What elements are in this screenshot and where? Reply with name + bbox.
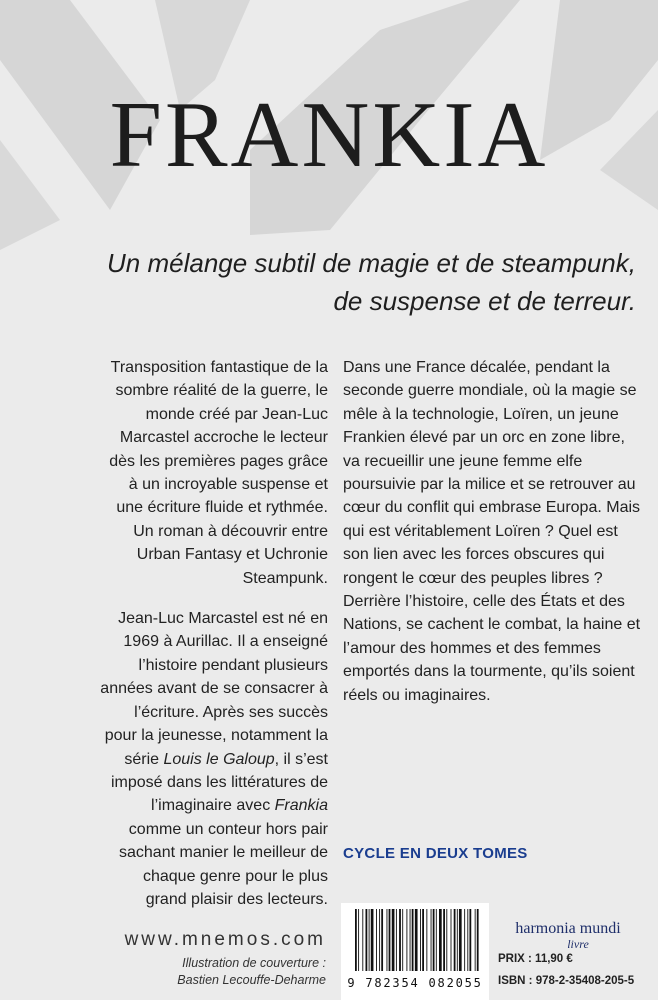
- tagline: [107, 244, 636, 320]
- publisher-name: harmonia mundi: [515, 920, 621, 937]
- price-isbn-block: [498, 948, 648, 992]
- blurb-left-paragraph-1: Transposition fantastique de la sombre réalité de la guerre, le monde créé par Jean-Luc Marcastel accroche le lecteur dès les premières pages grâce à un incroyable suspense et une écriture fluide et rythmée. Un roman à découvrir entre Urban Fantasy et Uchronie Steampunk.: [109, 359, 328, 587]
- bio-text-1: Jean-Luc Marcastel est né en 1969 à Aurillac. Il a enseigné l’histoire pendant plusieurs années avant de se consacrer à l’écriture. Après ses succès pour la jeunesse, notamment la série: [100, 610, 328, 768]
- author-bio-paragraph: [100, 607, 328, 911]
- publisher-sub: livre: [567, 937, 589, 951]
- book-title-ref: Frankia: [274, 797, 328, 815]
- illustration-credit: [120, 955, 326, 989]
- isbn: ISBN : 978-2-35408-205-5: [498, 975, 635, 987]
- illustrator-name: Bastien Lecouffe-Deharme: [177, 973, 326, 987]
- price: PRIX : 11,90 €: [498, 953, 573, 965]
- tagline-line-1: Un mélange subtil de magie et de steampunk,: [107, 248, 636, 278]
- barcode: [341, 903, 489, 1000]
- illustration-label: Illustration de couverture :: [182, 956, 326, 970]
- barcode-bars: [341, 903, 489, 975]
- cycle-label: CYCLE EN DEUX TOMES: [343, 845, 528, 862]
- bio-text-3: comme un conteur hors pair sachant manier le meilleur de chaque genre pour le plus grand plaisir des lecteurs.: [119, 820, 328, 908]
- barcode-number: 9 782354 082055: [347, 976, 483, 990]
- publisher-logo: [498, 908, 638, 951]
- blurb-right-column: [343, 356, 643, 707]
- bio-text-2: , il s’est imposé dans les littératures de l’imaginaire avec: [111, 750, 328, 815]
- publisher-website: www.mnemos.com: [124, 929, 326, 950]
- series-title: Louis le Galoup: [163, 750, 275, 768]
- tagline-line-2: de suspense et de terreur.: [333, 286, 636, 316]
- book-title: FRANKIA: [109, 83, 549, 187]
- synopsis-paragraph: Dans une France décalée, pendant la seconde guerre mondiale, où la magie se mêle à la technologie, Loïren, un jeune Frankien élevé par un orc en zone libre, va recueillir une jeune femme elfe poursuivie par la milice et se retrouver au cœur du conflit qui embrase Europa. Mais qui est véritablement Loïren ? Quel est son lien avec les forces obscures qui rongent le cœur des peuples libres ? Derrière l’histoire, celle des États et des Nations, se cachent le combat, la haine et l’amour des hommes et des femmes emportés dans la tourmente, qu’ils soient réels ou imaginaires.: [343, 359, 641, 704]
- blurb-left-column: [100, 356, 328, 911]
